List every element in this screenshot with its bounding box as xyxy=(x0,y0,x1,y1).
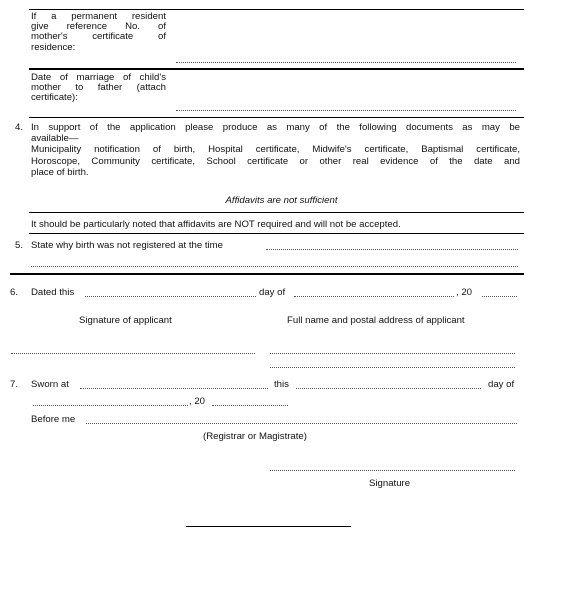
item-6-number: 6. xyxy=(10,287,19,298)
item-5-number: 5. xyxy=(15,240,24,251)
applicant-signature-field[interactable] xyxy=(11,353,255,354)
this-label: this xyxy=(274,379,289,390)
sworn-day-field[interactable] xyxy=(296,388,481,389)
before-me-label: Before me xyxy=(31,414,76,425)
section-divider xyxy=(10,273,524,275)
item-4-text xyxy=(31,122,520,178)
sworn-at-label: Sworn at xyxy=(31,379,69,390)
marriage-date-label xyxy=(31,73,166,104)
row-divider xyxy=(29,233,524,234)
sworn-month-field[interactable] xyxy=(33,405,188,406)
text-line: In support of the application please produce as many of the following documents as may be xyxy=(31,122,520,133)
text-line: Municipality notification of birth, Hospital certificate, Midwife's certificate, Baptismal certificate, xyxy=(31,144,520,156)
item-5-question: State why birth was not registered at the time xyxy=(31,240,223,251)
dated-year-field[interactable] xyxy=(482,296,517,297)
label-line: certificate): xyxy=(31,92,78,104)
dated-month-field[interactable] xyxy=(294,296,454,297)
registrar-magistrate-label: (Registrar or Magistrate) xyxy=(203,431,307,442)
signature-label: Signature xyxy=(369,478,411,489)
applicant-address-field-2[interactable] xyxy=(270,367,515,368)
label-line: give reference No. of xyxy=(31,21,166,33)
top-rule xyxy=(29,9,524,10)
sworn-year-field[interactable] xyxy=(212,405,288,406)
applicant-address-field-1[interactable] xyxy=(270,353,515,354)
text-line: available— xyxy=(31,133,79,145)
affidavits-not-required-note: It should be particularly noted that affidavits are NOT required and will not be accepted. xyxy=(31,219,401,230)
item-4-number: 4. xyxy=(15,122,24,133)
label-line: residence: xyxy=(31,41,76,53)
residence-ref-field[interactable] xyxy=(176,62,516,63)
signature-of-applicant-label: Signature of applicant xyxy=(79,315,172,326)
item-5-answer-field[interactable] xyxy=(266,249,518,250)
dated-this-label: Dated this xyxy=(31,287,75,298)
item-7-number: 7. xyxy=(10,379,19,390)
text-line: place of birth. xyxy=(31,166,89,178)
label-line: mother's certificate of xyxy=(31,31,166,43)
item-5-answer-field-2[interactable] xyxy=(31,266,518,267)
row-divider xyxy=(29,117,524,118)
label-line: Date of marriage of child's xyxy=(31,72,166,83)
marriage-date-field[interactable] xyxy=(176,110,516,111)
year-prefix-label-7: , 20 xyxy=(189,396,206,407)
row-divider xyxy=(29,68,524,70)
dated-day-field[interactable] xyxy=(85,296,256,297)
end-rule xyxy=(186,526,351,527)
sworn-place-field[interactable] xyxy=(80,388,268,389)
day-of-label: day of xyxy=(259,287,286,298)
year-prefix-label: , 20 xyxy=(456,287,473,298)
affidavits-note: Affidavits are not sufficient xyxy=(225,195,338,206)
before-me-field[interactable] xyxy=(86,423,517,424)
label-line: mother to father (attach xyxy=(31,82,166,94)
day-of-label-7: day of xyxy=(488,379,515,390)
label-line: If a permanent resident xyxy=(31,11,166,22)
row-divider xyxy=(29,212,524,213)
permanent-resident-label xyxy=(31,12,166,53)
text-line: Horoscope, Community certificate, School certificate or other real evidence of the date and xyxy=(31,155,520,167)
full-name-address-label: Full name and postal address of applicant xyxy=(287,315,465,326)
registrar-signature-field[interactable] xyxy=(270,470,515,471)
